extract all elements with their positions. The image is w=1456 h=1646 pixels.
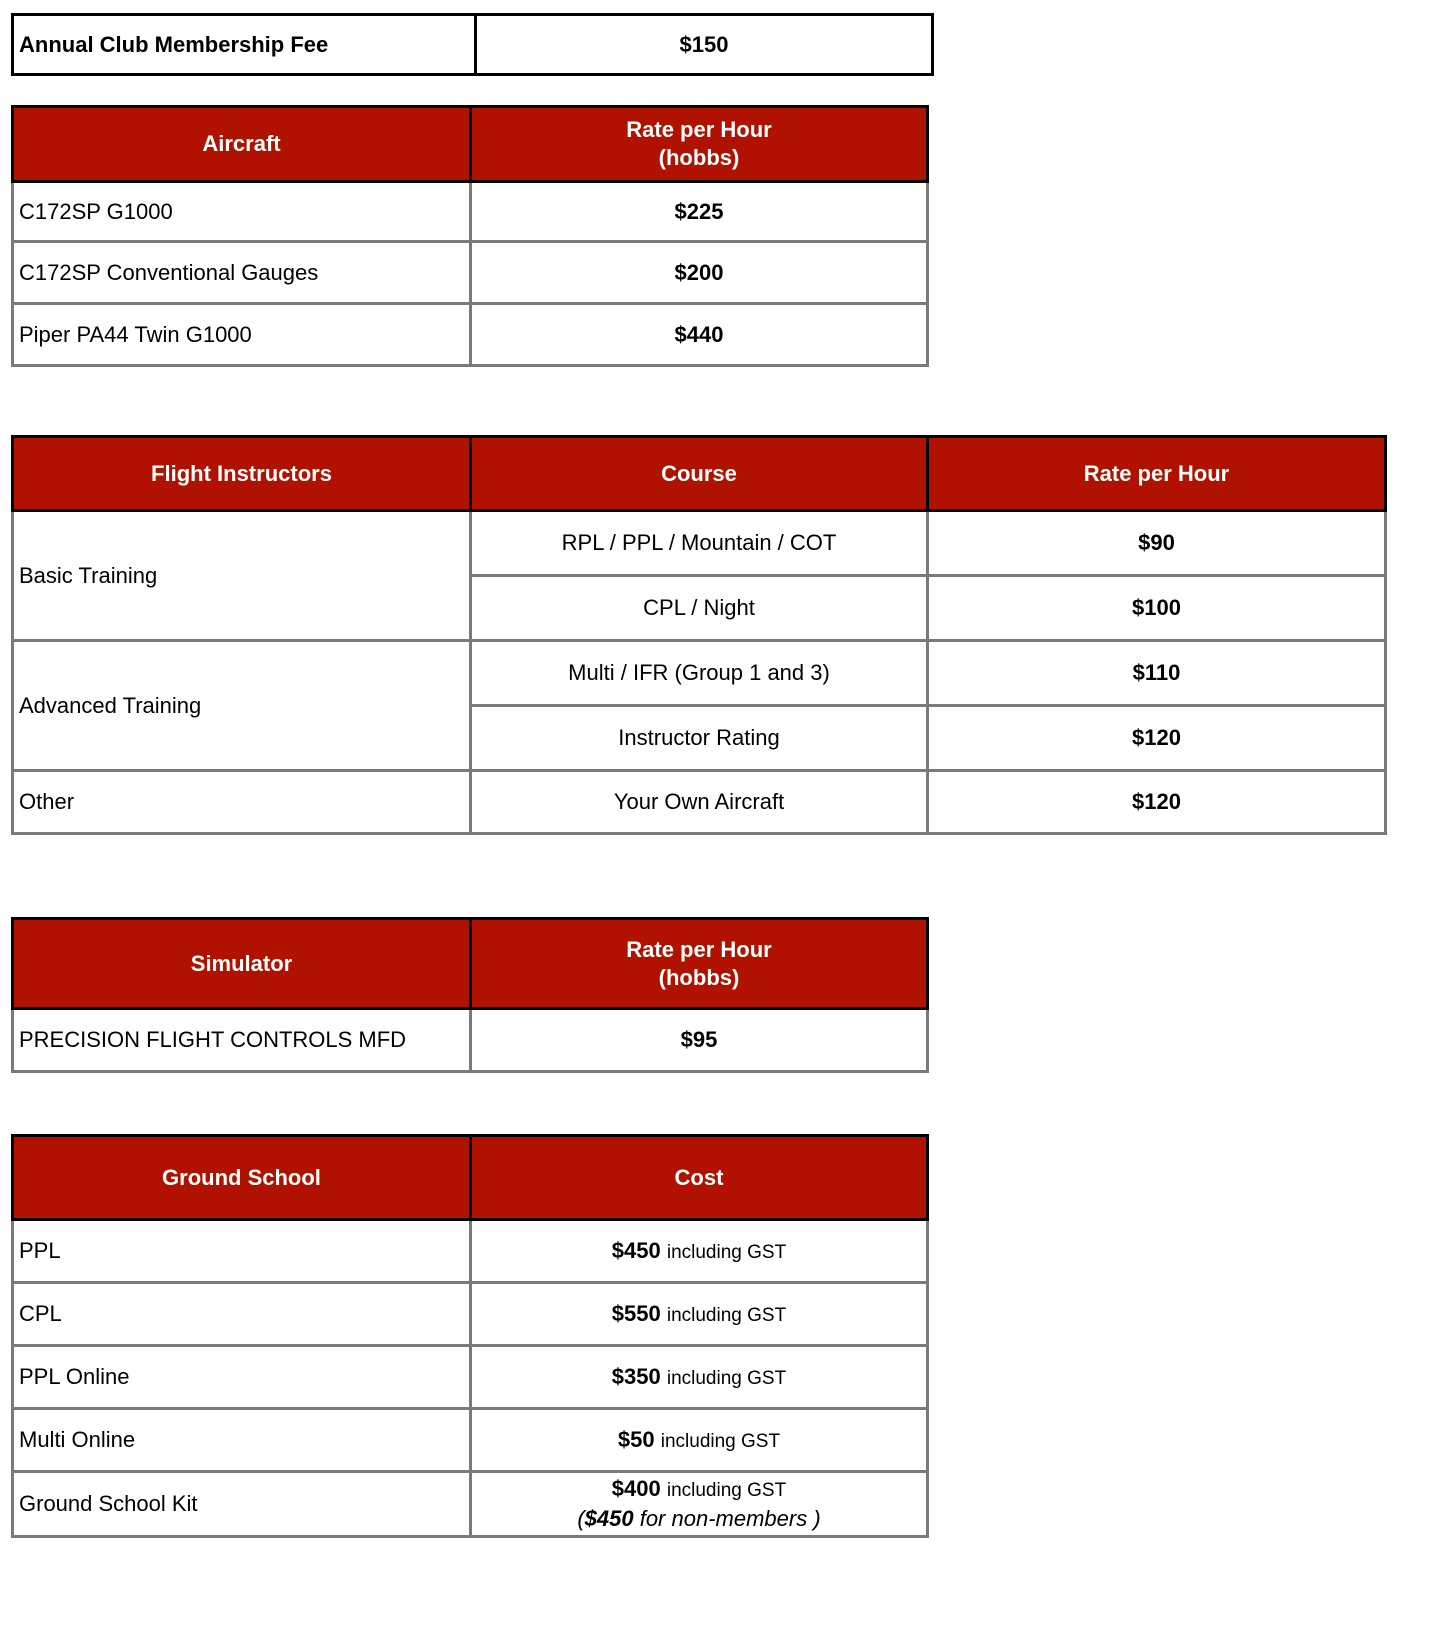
simulator-header: Simulator [13, 919, 471, 1009]
membership-fee-label: Annual Club Membership Fee [13, 15, 476, 75]
ground-school-cost [471, 1472, 928, 1537]
course-name: Your Own Aircraft [471, 771, 928, 834]
ground-school-item: PPL [13, 1220, 471, 1283]
cost-amount: $450 [611, 1238, 661, 1263]
course-rate: $100 [928, 576, 1386, 641]
cost-amount: $350 [611, 1364, 661, 1389]
gst-note: including GST [666, 1368, 787, 1389]
ground-school-cost [471, 1346, 928, 1409]
aircraft-header: Aircraft [13, 107, 471, 182]
aircraft-name: Piper PA44 Twin G1000 [13, 304, 471, 366]
course-name: Multi / IFR (Group 1 and 3) [471, 641, 928, 706]
cost-amount: $550 [611, 1301, 661, 1326]
table-row [13, 1283, 928, 1346]
course-rate: $90 [928, 511, 1386, 576]
ground-school-item: Multi Online [13, 1409, 471, 1472]
flight-instructors-table [11, 435, 1387, 835]
table-row [13, 304, 928, 366]
table-row [13, 182, 928, 242]
aircraft-name: C172SP G1000 [13, 182, 471, 242]
ground-school-table [11, 1134, 929, 1538]
aircraft-rate-header [471, 107, 928, 182]
ground-school-cost [471, 1409, 928, 1472]
course-rate: $120 [928, 706, 1386, 771]
aircraft-rate: $225 [471, 182, 928, 242]
aircraft-rates-table [11, 105, 929, 367]
simulator-rate-header [471, 919, 928, 1009]
table-row [13, 1220, 928, 1283]
gst-note: including GST [666, 1305, 787, 1326]
ground-school-cost [471, 1220, 928, 1283]
course-name: Instructor Rating [471, 706, 928, 771]
ground-school-item: PPL Online [13, 1346, 471, 1409]
aircraft-rate: $440 [471, 304, 928, 366]
table-row [13, 1009, 928, 1072]
hobbs-label: (hobbs) [658, 964, 740, 990]
course-name: RPL / PPL / Mountain / COT [471, 511, 928, 576]
aircraft-rate: $200 [471, 242, 928, 304]
table-row [13, 1346, 928, 1409]
course-name: CPL / Night [471, 576, 928, 641]
category-advanced-training: Advanced Training [13, 641, 471, 771]
non-member-price-note: ($450 for non-members ) [577, 1506, 821, 1531]
ground-school-header: Ground School [13, 1136, 471, 1220]
cost-amount: $400 [611, 1476, 661, 1501]
cost-header: Cost [471, 1136, 928, 1220]
simulator-name: PRECISION FLIGHT CONTROLS MFD [13, 1009, 471, 1072]
table-row [13, 1472, 928, 1537]
instructor-rate-header: Rate per Hour [928, 437, 1386, 511]
membership-fee-value: $150 [476, 15, 933, 75]
rate-per-hour-label: Rate per Hour [626, 936, 772, 962]
membership-fee-table [11, 13, 934, 76]
simulator-table [11, 917, 929, 1073]
ground-school-item: CPL [13, 1283, 471, 1346]
table-row [13, 511, 1386, 576]
table-row [13, 641, 1386, 706]
gst-note: including GST [666, 1480, 787, 1501]
aircraft-name: C172SP Conventional Gauges [13, 242, 471, 304]
hobbs-label: (hobbs) [658, 145, 740, 170]
table-row [13, 771, 1386, 834]
instructors-header: Flight Instructors [13, 437, 471, 511]
cost-amount: $50 [617, 1427, 655, 1452]
course-rate: $110 [928, 641, 1386, 706]
category-basic-training: Basic Training [13, 511, 471, 641]
table-row [13, 1409, 928, 1472]
rate-per-hour-label: Rate per Hour [626, 117, 772, 142]
non-member-cost: $450 [584, 1506, 634, 1531]
course-rate: $120 [928, 771, 1386, 834]
ground-school-item: Ground School Kit [13, 1472, 471, 1537]
ground-school-cost [471, 1283, 928, 1346]
simulator-rate: $95 [471, 1009, 928, 1072]
table-row [13, 242, 928, 304]
course-header: Course [471, 437, 928, 511]
category-other: Other [13, 771, 471, 834]
gst-note: including GST [660, 1431, 781, 1452]
gst-note: including GST [666, 1242, 787, 1263]
